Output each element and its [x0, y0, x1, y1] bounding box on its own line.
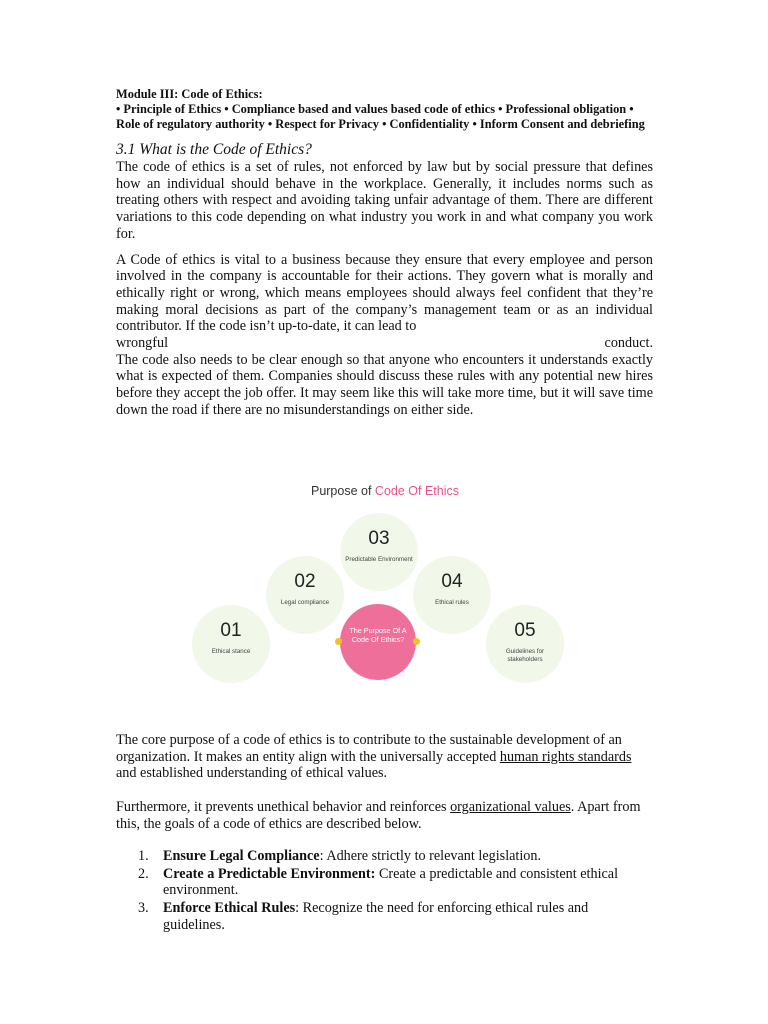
- paragraph-clarity: The code also needs to be clear enough so that anyone who encounters it understands exactly what is expected of them. Companies should discuss these rules with any potential new hires before they accept the job offer. It may seem like this will take more time, but it will save time down the road if there are no misunderstandings on either side.: [116, 351, 653, 418]
- connector-dot-right: [413, 638, 420, 645]
- paragraph-core-purpose: [116, 732, 653, 782]
- goal-term: Enforce Ethical Rules: [163, 900, 296, 917]
- furthermore-text-end: . Apart from this, the goals of a code of ethics are described below.: [116, 799, 641, 832]
- module-topics: • Principle of Ethics • Compliance based and values based code of ethics • Professional obligation • Role of regulatory authority • Respect for Privacy • Confidentiality • Inform Consent and debriefing: [116, 102, 645, 131]
- goal-item: [116, 900, 653, 933]
- circle-number: 03: [368, 528, 390, 549]
- connector-dot-left: [335, 638, 342, 645]
- circle-number: 01: [220, 620, 242, 641]
- goal-separator: :: [295, 900, 303, 917]
- human-rights-link[interactable]: human rights standards: [499, 748, 632, 765]
- goal-number: 1.: [138, 848, 149, 864]
- goal-term: Ensure Legal Compliance: [163, 848, 320, 864]
- paragraph-importance: A Code of ethics is vital to a business because they ensure that every employee and person involved in the company is accountable for their actions. They govern what is morally and ethically right or wrong, which means employees should always feel confident that they’re making moral decisions as part of the company’s management team or as an individual contributor. If the code isn’t up-to-date, it can lead to: [116, 251, 653, 335]
- diagram-title-highlight: Code Of Ethics: [374, 484, 459, 498]
- module-title: Module III: Code of Ethics:: [116, 87, 263, 101]
- purpose-circle-05: [486, 605, 564, 683]
- circle-number: 02: [294, 571, 316, 592]
- purpose-circle-03: [340, 513, 418, 591]
- circle-label: Predictable Environment: [345, 556, 413, 563]
- goal-text: Adhere strictly to relevant legislation.: [326, 848, 542, 864]
- core-purpose-text: The core purpose of a code of ethics is to contribute to the sustainable development of an organization. It makes an entity align with the universally accepted: [116, 732, 622, 765]
- purpose-center-circle: [340, 604, 416, 680]
- goal-item: [116, 848, 653, 865]
- circle-number: 05: [514, 620, 536, 641]
- furthermore-text: Furthermore, it prevents unethical behavior and reinforces: [116, 799, 451, 815]
- goal-item: [116, 866, 653, 899]
- circle-label: Ethical rules: [435, 599, 469, 606]
- purpose-circle-04: [413, 556, 491, 634]
- circle-label: Ethical stance: [211, 648, 251, 655]
- goal-number: 2.: [138, 865, 149, 882]
- goal-separator: :: [319, 848, 327, 864]
- circle-number: 04: [441, 571, 463, 592]
- document-body: [116, 87, 653, 419]
- goal-term: Create a Predictable Environment:: [163, 865, 376, 882]
- goal-text: Create a predictable and consistent ethical environment.: [163, 865, 619, 899]
- organizational-values-link[interactable]: organizational values: [450, 799, 571, 815]
- circle-label: Legal compliance: [280, 599, 330, 606]
- diagram-title-prefix: Purpose of: [310, 484, 375, 498]
- purpose-diagram: [190, 478, 580, 698]
- word-wrongful: wrongful: [116, 335, 169, 352]
- word-conduct: conduct.: [604, 335, 653, 352]
- paragraph-furthermore: [116, 799, 653, 832]
- purpose-circle-02: [266, 556, 344, 634]
- goals-list: [116, 848, 653, 935]
- center-text: The Purpose Of A Code Of Ethics?: [349, 626, 407, 644]
- goal-number: 3.: [138, 900, 149, 917]
- goal-text: Recognize the need for enforcing ethical rules and guidelines.: [163, 900, 589, 933]
- paragraph-definition: The code of ethics is a set of rules, not enforced by law but by social pressure that defines how an individual should behave in the workplace. Generally, it includes norms such as treating others with respect and avoiding taking unfair advantage of them. There are different variations to this code depending on what industry you work in and what company you work for.: [116, 159, 653, 242]
- paragraph-importance-end: [116, 335, 653, 352]
- circle-label: Guidelines for stakeholders: [505, 648, 545, 663]
- purpose-circle-01: [192, 605, 270, 683]
- diagram-title: [190, 484, 580, 498]
- core-purpose-text-end: and established understanding of ethical values.: [116, 765, 388, 782]
- section-heading: 3.1 What is the Code of Ethics?: [116, 141, 312, 158]
